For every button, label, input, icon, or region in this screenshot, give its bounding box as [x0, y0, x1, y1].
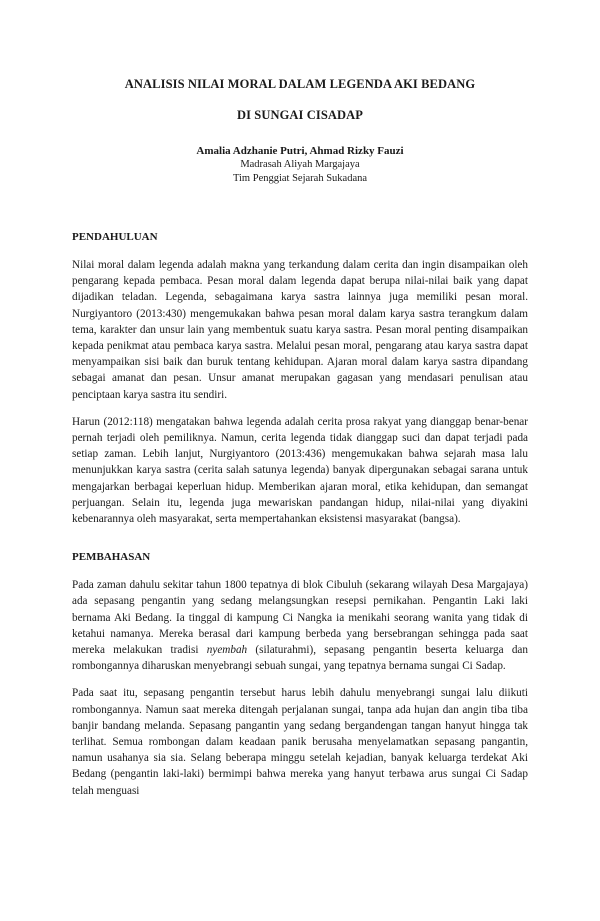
- section-heading-discussion: PEMBAHASAN: [72, 551, 151, 564]
- introduction-paragraph-1: Nilai moral dalam legenda adalah makna yang terkandung dalam cerita dan ingin disampaikan oleh pengarang kepada pembaca. Pesan moral dalam legenda dapat berupa nilai-nilai baik yang dapat dijadikan teladan. Legenda, sebagaimana karya sastra lainnya juga memiliki pesan moral. Nurgiyantoro (2013:430) mengemukakan bahwa pesan moral dalam karya sastra terangkum dalam tema, karakter dan unsur lain yang membentuk suatu karya sastra. Pesan moral penting disampaikan kepada penikmat atau pembaca karya sastra. Melalui pesan moral, pengarang atau karya sastra dapat menyampaikan sisi baik dan buruk tentang kehidupan. Ajaran moral dalam karya sastra dipandang sebagai amanat dan pesan. Unsur amanat merupakan gagasan yang mendasari penulisan atau penciptaan karya sastra itu sendiri.: [72, 259, 528, 401]
- section-heading-introduction: PENDAHULUAN: [72, 231, 158, 243]
- discussion-paragraph-1: [72, 577, 528, 674]
- paper-title-line-1: ANALISIS NILAI MORAL DALAM LEGENDA AKI BEDANG: [124, 77, 476, 91]
- discussion-paragraph-1-text-a: Pada zaman dahulu sekitar tahun 1800 tepatnya di blok Cibuluh (sekarang wilayah Desa Margajaya) ada sepasang pengantin yang sedang melangsungkan resepsi pernikahan. Pengantin Laki laki bernama Aki Bedang. Ia tinggal di kampung Ci Nangka ia menikahi seorang wanita yang tidak di ketahui namanya. Mereka berasal dari kampung berbeda yang bersebrangan sehingga pada saat mereka melakukan tradisi: [72, 579, 528, 657]
- affiliation-1: Madrasah Aliyah Margajaya: [240, 159, 360, 170]
- paper-title-line-2: DI SUNGAI CISADAP: [236, 108, 364, 122]
- author-names: Amalia Adzhanie Putri, Ahmad Rizky Fauzi: [196, 145, 404, 157]
- discussion-paragraph-1-italic-term: nyembah: [206, 644, 248, 657]
- introduction-paragraph-2: Harun (2012:118) mengatakan bahwa legenda adalah cerita prosa rakyat yang dianggap benar-benar pernah terjadi oleh pemiliknya. Namun, cerita legenda tidak dianggap suci dan dapat terjadi pada setiap zaman. Lebih lanjut, Nurgiyantoro (2013:436) mengemukakan bahwa sejarah masa lalu menunjukkan karya sastra (cerita salah satunya legenda) banyak dipergunakan sebagai sarana untuk mengajarkan berbagai keperluan hidup. Memberikan ajaran moral, etika kehidupan, dan semangat perjuangan. Selain itu, legenda juga mewariskan pandangan hidup, nilai-nilai yang diyakini kebenarannya oleh masyarakat, serta mempertahankan eksistensi masyarakat (bangsa).: [72, 415, 528, 526]
- discussion-paragraph-1-text-b: (silaturahmi), sepasang pengantin beserta keluarga dan rombongannya diharuskan menyebrangi sebuah sungai, yang tepatnya bernama sungai Ci Sadap.: [72, 644, 528, 673]
- affiliation-2: Tim Penggiat Sejarah Sukadana: [232, 173, 368, 184]
- discussion-paragraph-2: Pada saat itu, sepasang pengantin tersebut harus lebih dahulu menyebrangi sungai lalu diikuti rombongannya. Namun saat mereka ditengah perjalanan sungai, tanpa ada hujan dan angin tiba tiba banjir bandang melanda. Sepasang pangantin yang sedang bergandengan tangan hanyut hingga tak terlihat. Semua rombongan dalam keadaan panik berusaha menyelamatkan sepasang pangantin, namun usahanya sia sia. Selang beberapa minggu setelah kejadian, banyak keluarga terdekat Aki Bedang (pengantin laki-laki) bermimpi bahwa mereka yang hanyut terbawa arus sungai Ci Sadap telah menguasi: [72, 687, 528, 797]
